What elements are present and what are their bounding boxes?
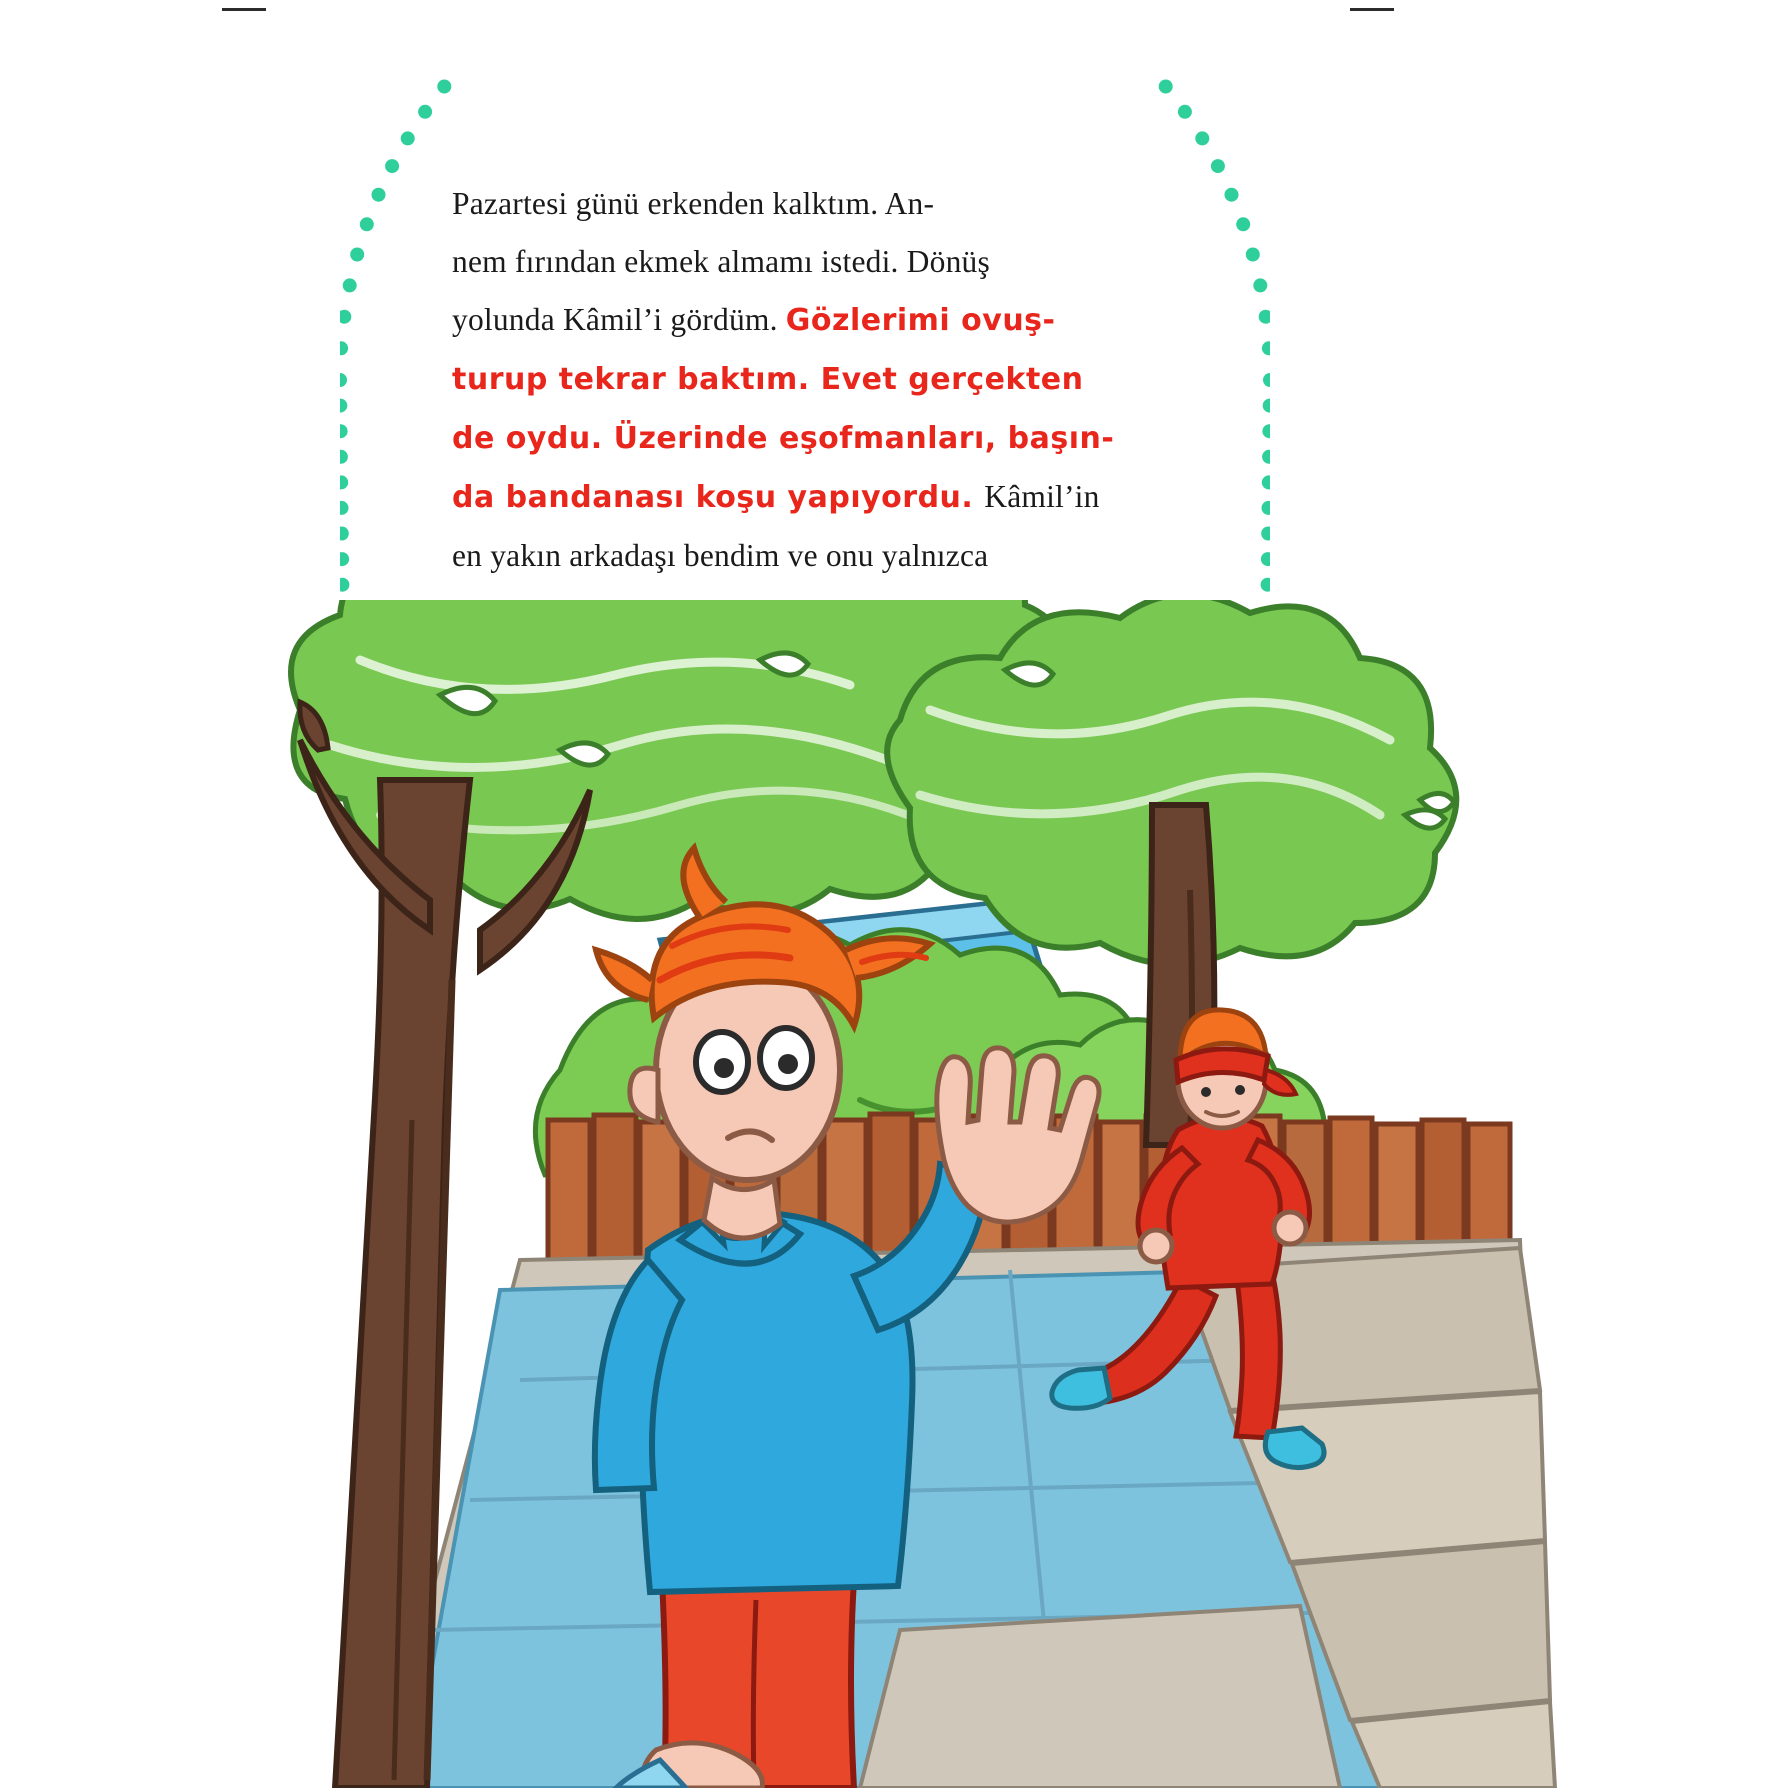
story-segment: en yakın arkadaşı bendim ve onu yalnızca	[452, 538, 989, 573]
story-segment-highlight: turup tekrar baktım. Evet gerçekten	[452, 362, 1084, 397]
crop-mark-top-right	[1350, 8, 1394, 11]
story-line	[452, 468, 1174, 527]
story-line	[452, 291, 1174, 350]
story-segment: Kâmil’in	[984, 479, 1100, 514]
story-segment-highlight: Gözlerimi ovuş-	[785, 303, 1056, 338]
story-line	[452, 409, 1174, 468]
story-line	[452, 350, 1174, 409]
story-segment-highlight: de oydu. Üzerinde eşofmanları, başın-	[452, 421, 1115, 456]
story-line	[452, 233, 1174, 291]
illustration-canvas	[0, 600, 1788, 1788]
story-text	[452, 175, 1174, 585]
story-segment: yolunda Kâmil’i gördüm.	[452, 302, 786, 337]
park-scene-illustration	[0, 600, 1788, 1788]
crop-mark-top-left	[222, 8, 266, 11]
story-line	[452, 175, 1174, 233]
story-segment: nem fırından ekmek almamı istedi. Dönüş	[452, 244, 990, 279]
story-segment: Pazartesi günü erkenden kalktım. An-	[452, 186, 935, 221]
story-segment-highlight: da bandanası koşu yapıyordu.	[452, 480, 985, 515]
story-line	[452, 527, 1174, 585]
ground-paving	[380, 1240, 1555, 1788]
